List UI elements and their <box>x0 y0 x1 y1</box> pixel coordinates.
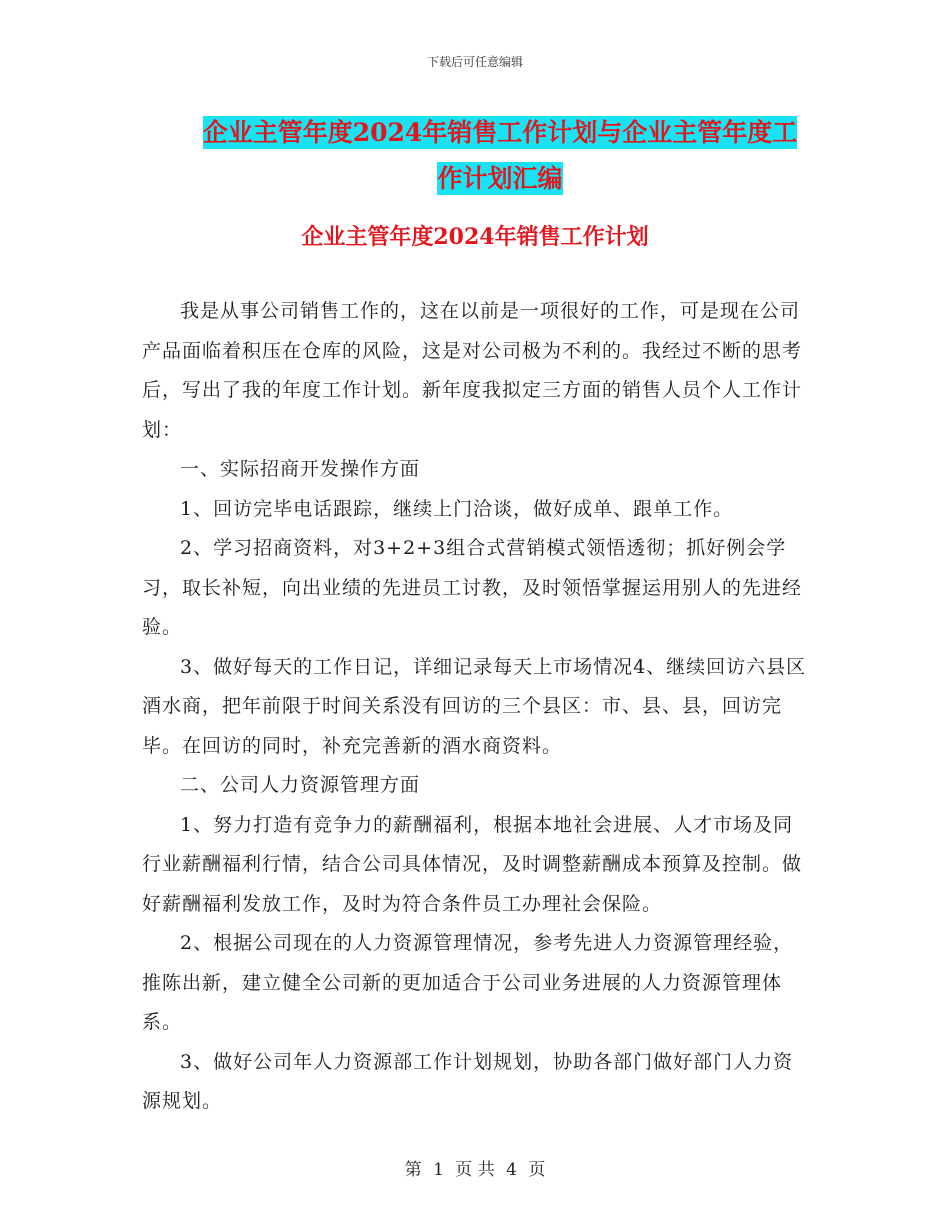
document-body <box>142 292 808 1122</box>
paragraph: 3、做好公司年人力资源部工作计划规划，协助各部门做好部门人力资源规划。 <box>142 1050 794 1112</box>
title-line-1: 企业主管年度2024年销售工作计划与企业主管年度工 <box>202 118 798 147</box>
paragraph: 2、学习招商资料，对3+2+3组合式营销模式领悟透彻；抓好例会学习，取长补短，向出业绩的先进员工讨教，及时领悟掌握运用别人的先进经验。 <box>142 537 803 638</box>
section-title: 企业主管年度2024年销售工作计划 <box>301 224 649 250</box>
paragraph: 1、回访完毕电话跟踪，继续上门洽谈，做好成单、跟单工作。 <box>180 497 734 520</box>
footer-prefix: 第 <box>404 1160 422 1180</box>
title-line-2: 作计划汇编 <box>437 164 563 193</box>
paragraph: 二、公司人力资源管理方面 <box>180 774 421 796</box>
footer-mid: 页 共 <box>455 1160 495 1180</box>
paragraph: 3、做好每天的工作日记，详细记录每天上市场情况4、继续回访六县区酒水商，把年前限于时间关系没有回访的三个县区：市、县、县，回访完毕。在回访的同时，补充完善新的酒水商资料。 <box>142 655 807 757</box>
footer-total-pages: 4 <box>506 1160 517 1180</box>
document-title <box>140 110 860 202</box>
paragraph: 一、实际招商开发操作方面 <box>180 458 421 480</box>
page-footer <box>0 1155 950 1180</box>
footer-page-number: 1 <box>433 1160 444 1180</box>
paragraph: 1、努力打造有竞争力的薪酬福利，根据本地社会进展、人才市场及同行业薪酬福利行情，结合公司具体情况，及时调整薪酬成本预算及控制。做好薪酬福利发放工作，及时为符合条件员工办理社会保险。 <box>142 813 803 915</box>
paragraph: 我是从事公司销售工作的，这在以前是一项很好的工作，可是现在公司产品面临着积压在仓库的风险，这是对公司极为不利的。我经过不断的思考后，写出了我的年度工作计划。新年度我拟定三方面的销售人员个人工作计划： <box>142 300 803 441</box>
header-note: 下载后可任意编辑 <box>426 55 523 69</box>
footer-suffix: 页 <box>528 1160 546 1180</box>
paragraph: 2、根据公司现在的人力资源管理情况，参考先进人力资源管理经验，推陈出新，建立健全公司新的更加适合于公司业务进展的人力资源管理体系。 <box>142 932 794 1033</box>
